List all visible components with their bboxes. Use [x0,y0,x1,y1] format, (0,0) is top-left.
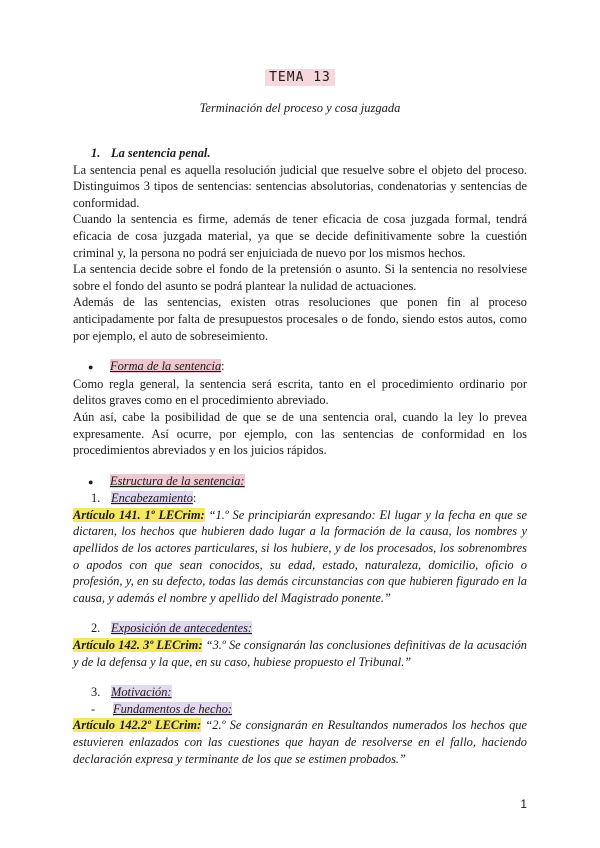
list-label: Exposición de antecedentes: [111,621,253,636]
section-heading [73,145,527,162]
bullet-icon: ● [88,362,94,373]
paragraph: Además de las sentencias, existen otras resoluciones que ponen fin al proceso anticipadamente por falta de presupuestos procesales o de fondo, siendo estos autos, como por ejemplo, el auto de sobreseimiento. [73,295,527,343]
sub-list-item [73,701,527,718]
list-label: Encabezamiento [111,491,193,506]
page-number: 1 [520,797,527,811]
paragraph: Cuando la sentencia es firme, además de tener eficacia de cosa juzgada formal, tendrá eficacia de cosa juzgada material, ya que se decide definitivamente sobre la cuestión criminal y, la persona no podrá ser enjuiciada de nuevo por los mismos hechos. [73,212,527,260]
article-quote: “3.º Se consignarán las conclusiones definitivas de la acusación y de la defensa y la que, en su caso, hubiese propuesto el Tribunal.” [73,638,527,669]
document-subtitle: Terminación del proceso y cosa juzgada [199,101,401,115]
article-ref: Artículo 142.2º LECrim: [73,718,202,733]
bullet-forma [73,358,527,376]
title-text: TEMA 13 [265,69,335,86]
article-paragraph [73,637,527,670]
article-ref: Artículo 142. 3º LECrim: [73,638,203,653]
bullet-estructura [73,473,527,491]
article-quote: “1.º Se principiarán expresando: El lugar y la fecha en que se dictaren, los hechos que hubieren dado lugar a la formación de la causa, los nombres y apellidos de los actores particulares, si los hubiere, y de los procesados, los sobrenombres o apodos con que sean conocidos, su edad, estado, naturaleza, domicilio, oficio o profesión, y, en su defecto, todas las demás circunstancias con que hubieren figurado en la causa, y además el nombre y apellido del Magistrado ponente.” [73,507,528,605]
article-ref: Artículo 141. 1º LECrim: [73,507,205,522]
list-colon: : [192,491,197,506]
section-heading-text: La sentencia penal. [111,146,211,160]
document-body [73,145,527,767]
paragraph: Aún así, cabe la posibilidad de que se de una sentencia oral, cuando la ley lo prevea expresamente. Así ocurre, por ejemplo, con las sentencias de conformidad en los procedimientos abreviados y en los juicios rápidos. [73,409,527,458]
list-number: 2. [91,621,101,636]
sub-list-label: Fundamentos de hecho: [113,701,233,716]
article-paragraph [73,507,527,607]
paragraph: La sentencia penal es aquella resolución judicial que resuelve sobre el objeto del proceso. Distinguimos 3 tipos de sentencias: sentencias absolutorias, condenatorias y sentencias de conformidad. [73,162,527,210]
bullet-colon: : [221,359,225,374]
paragraph: Como regla general, la sentencia será escrita, tanto en el procedimiento ordinario por delitos graves como en el procedimiento abreviado. [73,376,527,408]
list-number: 1. [91,491,101,506]
bullet-label: Forma de la sentencia [110,359,222,374]
document-title [0,70,600,85]
section-number: 1. [91,146,101,160]
article-quote: “2.º Se consignarán en Resultandos numerados los hechos que estuvieren enlazados con las cuestiones que hayan de resolverse en el fallo, haciendo declaración expresa y terminante de los que se estimen probados.” [73,718,527,766]
list-number: 3. [91,685,101,700]
paragraph: La sentencia decide sobre el fondo de la pretensión o asunto. Si la sentencia no resolviese sobre el fondo del asunto se podrá plantear la nulidad de actuaciones. [73,262,527,293]
article-paragraph [73,717,527,767]
dash-icon: - [91,701,96,716]
list-item-3 [73,684,527,701]
list-label: Motivación: [111,685,172,700]
list-item-1 [73,490,527,507]
bullet-icon: ● [88,476,94,487]
bullet-label: Estructura de la sentencia: [110,473,245,488]
list-item-2 [73,620,527,637]
